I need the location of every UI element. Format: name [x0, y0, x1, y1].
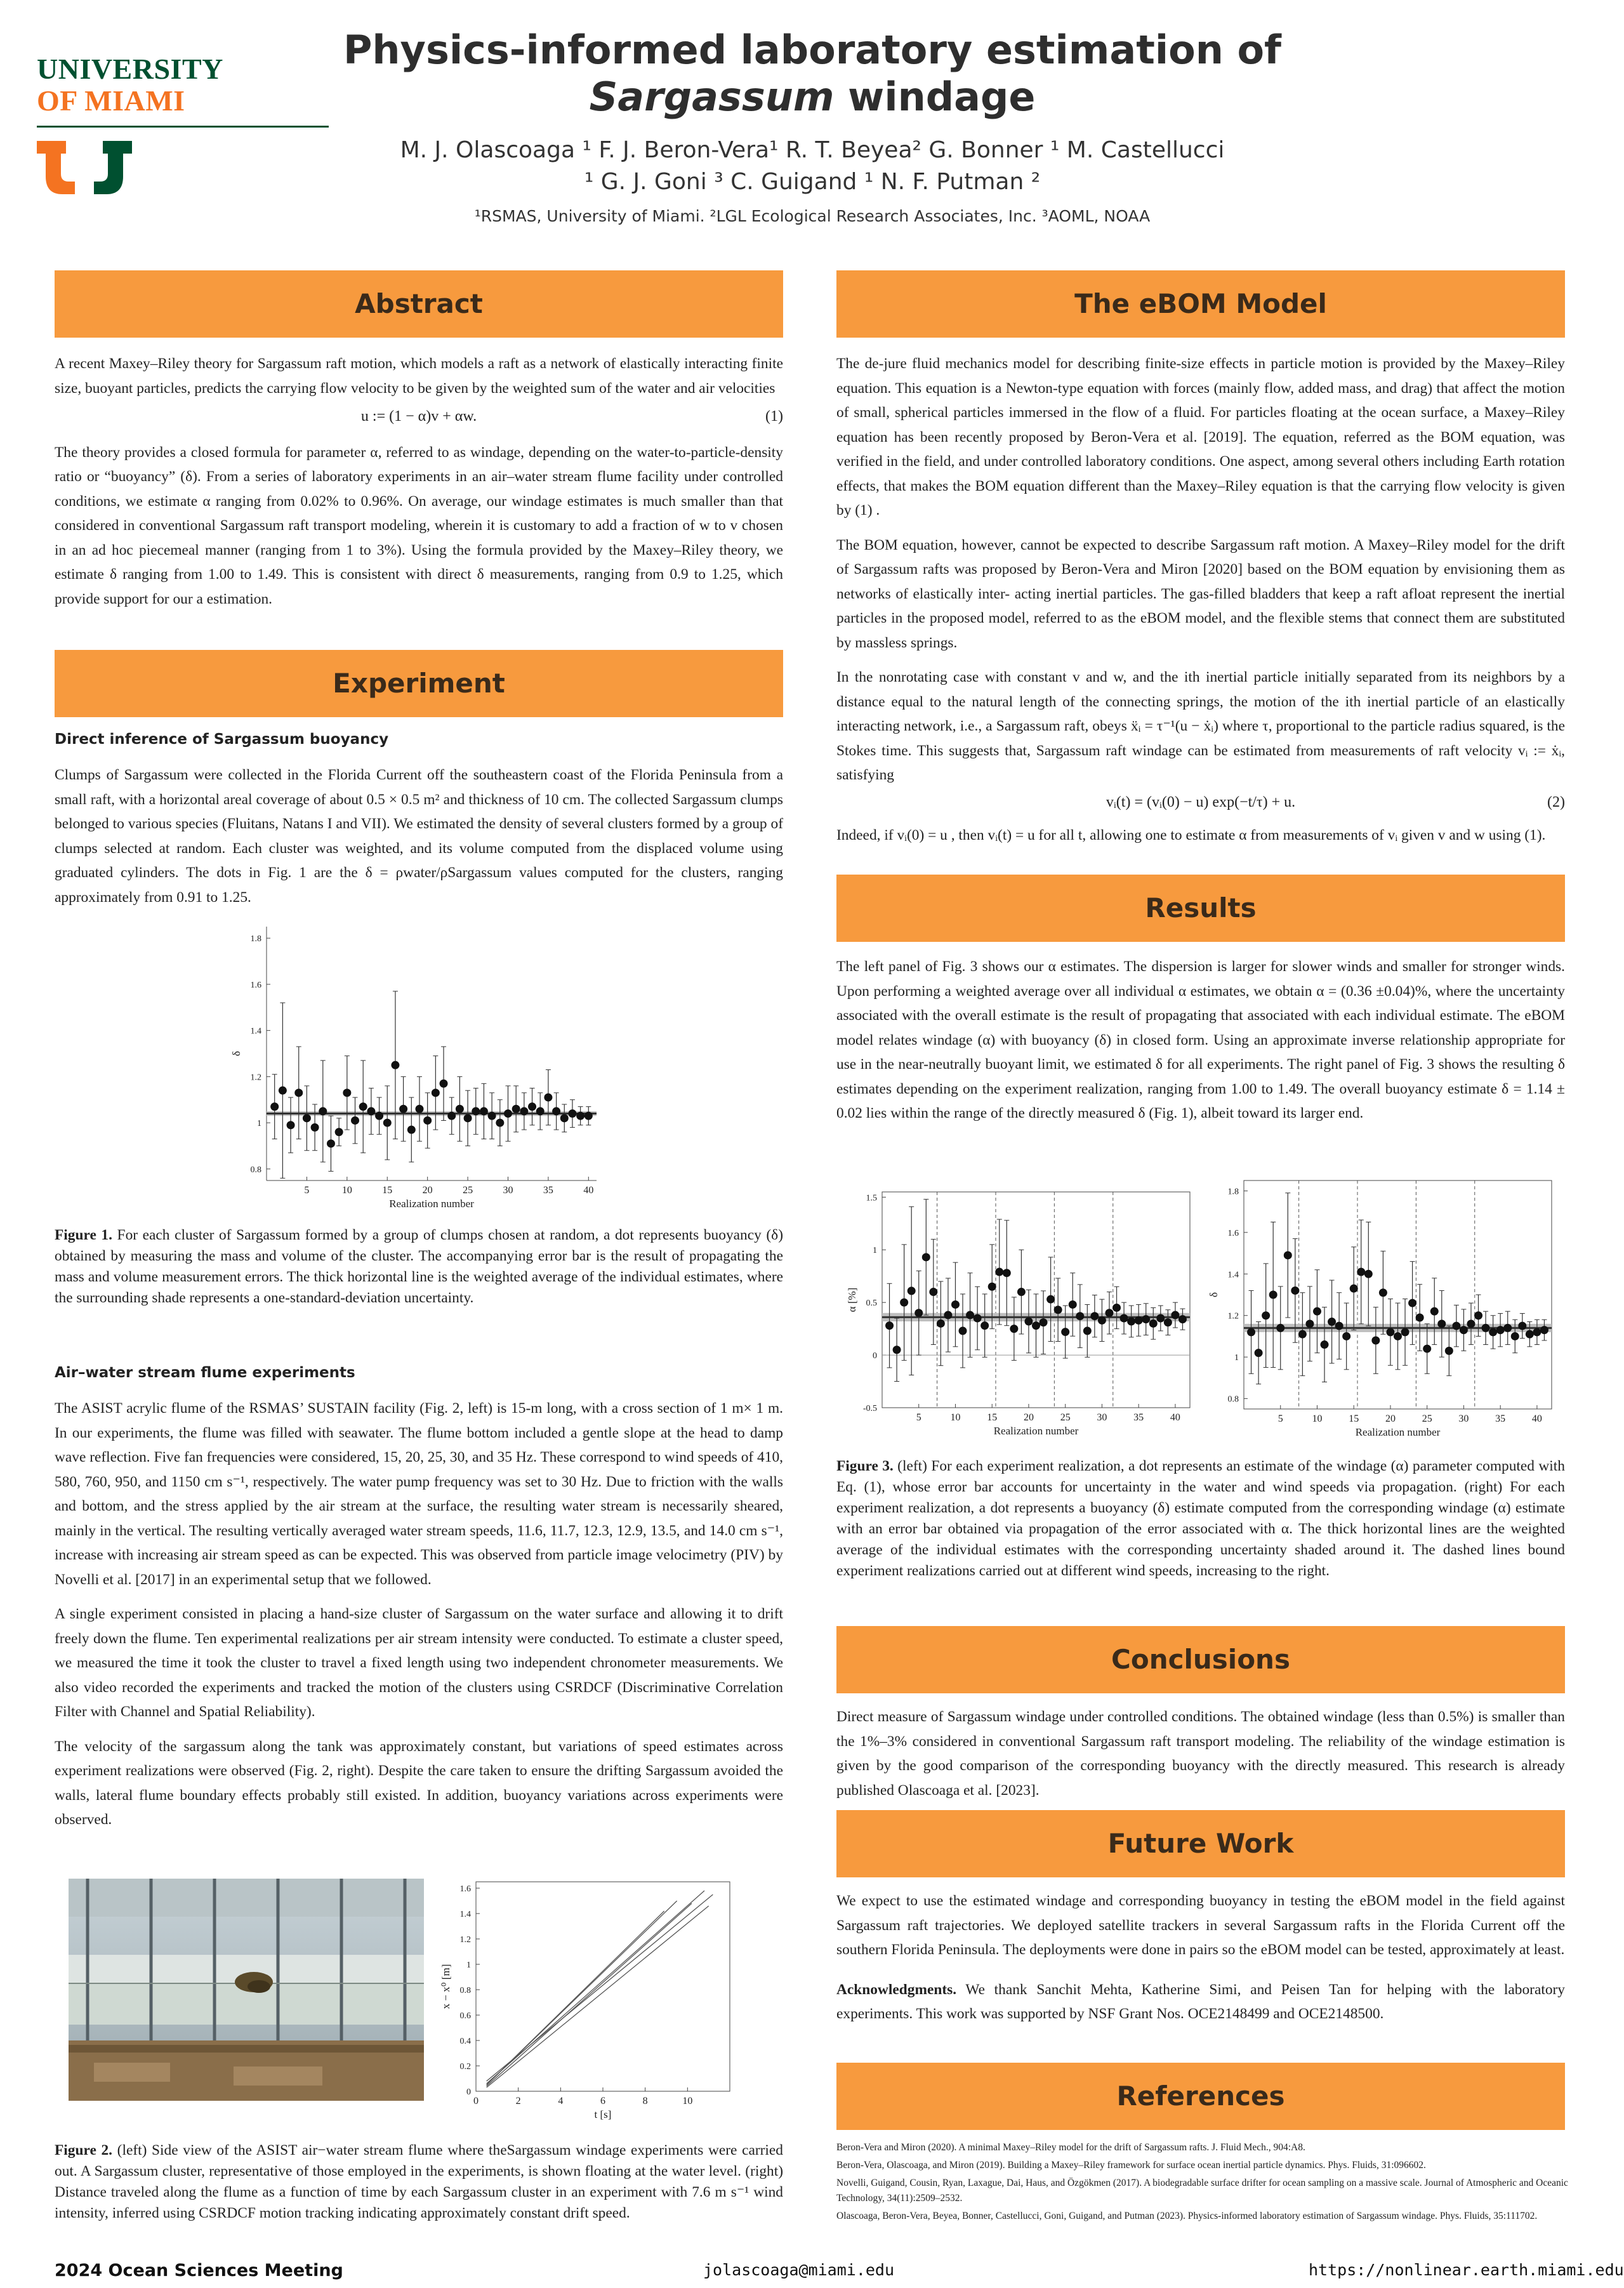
data-point — [1291, 1286, 1299, 1295]
data-point — [1017, 1288, 1026, 1296]
title-line2 — [330, 74, 1295, 121]
y-axis-label: x − x⁰ [m] — [440, 1964, 452, 2009]
x-tick-label: 20 — [422, 1185, 433, 1196]
data-point — [1076, 1312, 1084, 1320]
data-point — [496, 1119, 504, 1127]
section-future: Future Work — [836, 1810, 1565, 1877]
reference-item: Olascoaga, Beron-Vera, Beyea, Bonner, Castellucci, Goni, Guigand, and Putman (2023). Physics-informed laboratory estimation of Sargassum windage. Phys. Fluids, 35:111702. — [836, 2211, 1538, 2221]
equation-2-body: vᵢ(t) = (vᵢ(0) − u) exp(−t/τ) + u. — [1106, 793, 1296, 810]
data-point — [885, 1321, 894, 1330]
authors-line1: M. J. Olascoaga ¹ F. J. Beron-Vera¹ R. T. Beyea² G. Bonner ¹ M. Castellucci — [400, 137, 1225, 163]
data-point — [1120, 1314, 1128, 1323]
y-tick-label: 1.6 — [250, 980, 261, 990]
data-point — [279, 1087, 287, 1095]
equation-2 — [836, 790, 1565, 815]
data-point — [1452, 1322, 1460, 1330]
data-point — [908, 1286, 916, 1295]
footer-meeting: 2024 Ocean Sciences Meeting — [55, 2261, 343, 2280]
figure-3-text: (left) For each experiment realization, a dot represents an estimate of the windage (α) parameter computed with Eq. (1), whose error bar accounts for uncertainty in the water and wind speeds via propagation. (right) For each experiment realization, a dot represents a buoyancy (δ) estimate computed from the corresponding windage (α) estimate with an error bar obtained via propagation of the error associated with α. The thick horizontal lines are the weighted average of the individual estimates with the corresponding uncertainty shaded around it. The dashed lines bound experiment realizations carried out at different wind speeds, increasing to the right. — [836, 1458, 1565, 1579]
data-point — [287, 1121, 295, 1129]
data-point — [447, 1112, 456, 1120]
figure-1-text: For each cluster of Sargassum formed by a group of clumps chosen at random, a dot represents buoyancy (δ) obtained by measuring the mass and volume of the cluster. The accompanying error bar is the result of propagating the mass and volume measurement errors. The thick horizontal line is the weighted average of the individual estimates, where the surrounding shade represents a one-standard-deviation uncertainty. — [55, 1227, 783, 1306]
y-tick-label: 1 — [257, 1119, 261, 1129]
section-results: Results — [836, 875, 1565, 942]
data-point — [1379, 1288, 1387, 1297]
trajectory-line — [487, 1891, 704, 2084]
data-point — [1482, 1324, 1490, 1332]
ebom-p3: In the nonrotating case with constant v and w, and the ith inertial particle initially separated from its neighbors by a distance equal to the natural length of the connecting springs, the motion of the ith inertial particle of an elastically interacting network, i.e., a Sargassum raft, obeys ẍᵢ = τ⁻¹(u − ẋᵢ) where τ, proportional to the particle radius squared, is the Stokes time. This suggests that, Sargassum raft windage can be estimated from measurements of raft velocity vᵢ := ẋᵢ, satisfying — [836, 669, 1565, 783]
x-tick-label: 35 — [1133, 1412, 1144, 1423]
title-line1: Physics-informed laboratory estimation of — [343, 27, 1282, 73]
data-point — [1149, 1319, 1158, 1328]
y-tick-label: 1.4 — [250, 1026, 261, 1036]
data-point — [1164, 1318, 1172, 1326]
data-point — [1178, 1315, 1187, 1323]
ebom-p4: Indeed, if vᵢ(0) = u , then vᵢ(t) = u for all t, allowing one to estimate α from measurements of vᵢ given v and w using (1). — [836, 827, 1546, 843]
ebom-p1: The de-jure fluid mechanics model for describing finite-size effects in particle motion is provided by the Maxey–Riley equation. This equation is a Newton-type equation with forces (mainly flow, added mass, and drag) that affect the motion of small, spherical particles immersed in the flow of a fluid. For particles floating at the ocean surface, a Maxey–Riley equation has been recently proposed by Beron-Vera et al. [2019]. The equation, referred as the BOM equation, was verified in the field, and under controlled laboratory conditions. One aspect, among several others including Earth rotation effects, that makes the BOM equation different than the Maxey–Riley equation is that the carrying flow velocity is given by (1) . — [836, 355, 1565, 519]
data-point — [1423, 1345, 1431, 1353]
experiment-p2: The ASIST acrylic flume of the RSMAS’ SUSTAIN facility (Fig. 2, left) is 15-m long, with a cross section of 1 m× 1 m. In our experiments, the flume was filled with seawater. The flume bottom included a gentle slope at the head to damp wave reflection. Five fan frequencies were considered, 15, 20, 25, 30, and 35 Hz. These correspond to wind speeds of 410, 580, 760, 950, and 1150 cm s⁻¹, respectively. The water pump frequency was set to 30 Hz. Due to friction with the walls and bottom, and the stress applied by the air stream at the surface, the resulting water stream is necessarily sheared, mainly in the vertical. The resulting vertically averaged water stream speeds, 11.6, 11.7, 12.3, 12.9, 13.5, and 14.0 cm s⁻¹, increase with increasing air stream speed as can be expected. This was observed from particle image velocimetry (PIV) by Novelli et al. [2017] in an experimental setup that we followed. — [55, 1400, 783, 1588]
u-logo-icon — [37, 141, 132, 194]
y-tick-label: 1.2 — [459, 1935, 471, 1945]
figure-3-label: Figure 3. — [836, 1458, 894, 1474]
data-point — [303, 1114, 311, 1122]
experiment-body-2 — [55, 1396, 783, 1842]
y-tick-label: 1.2 — [1227, 1311, 1239, 1321]
y-tick-label: 0.4 — [459, 2037, 471, 2046]
data-point — [472, 1107, 480, 1115]
data-point — [900, 1299, 908, 1307]
data-point — [1386, 1328, 1394, 1336]
data-point — [1255, 1349, 1263, 1357]
data-point — [1511, 1332, 1519, 1340]
x-tick-label: 4 — [558, 2096, 564, 2106]
data-point — [375, 1112, 383, 1120]
data-point — [1284, 1251, 1292, 1259]
data-point — [951, 1300, 960, 1309]
logo-university: UNIVERSITY — [37, 53, 223, 85]
data-point — [520, 1107, 528, 1115]
y-tick-label: 1.4 — [459, 1910, 471, 1919]
x-tick-label: 10 — [682, 2096, 693, 2106]
data-point — [974, 1314, 982, 1323]
authors — [330, 135, 1295, 198]
data-point — [922, 1253, 930, 1261]
figure-2-right-chart — [440, 1875, 743, 2129]
data-point — [319, 1107, 327, 1115]
figure-3-right-chart — [1206, 1168, 1561, 1447]
data-point — [1474, 1311, 1482, 1319]
x-tick-label: 25 — [1060, 1412, 1071, 1423]
data-point — [959, 1326, 967, 1335]
abstract-body — [55, 352, 783, 621]
x-tick-label: 15 — [1349, 1413, 1359, 1424]
data-point — [536, 1107, 545, 1115]
data-point — [1526, 1330, 1534, 1339]
data-point — [995, 1268, 1003, 1276]
data-point — [1040, 1318, 1048, 1326]
data-point — [1430, 1307, 1439, 1316]
equation-1 — [55, 404, 783, 429]
trajectory-line — [487, 1903, 692, 2086]
authors-line2: ¹ G. J. Goni ³ C. Guigand ¹ N. F. Putman ² — [584, 169, 1041, 195]
data-point — [568, 1109, 576, 1118]
logo-of-miami: OF MIAMI — [37, 84, 185, 117]
data-point — [937, 1319, 945, 1328]
data-point — [893, 1346, 901, 1354]
acknowledgments — [836, 1978, 1565, 2027]
y-tick-label: 0.8 — [459, 1986, 471, 1995]
data-point — [407, 1126, 416, 1134]
figure-2-caption — [55, 2140, 783, 2224]
data-point — [1156, 1314, 1165, 1323]
data-point — [980, 1321, 989, 1330]
data-point — [311, 1123, 319, 1132]
footer-email[interactable]: jolascoaga@miami.edu — [703, 2261, 895, 2279]
data-point — [335, 1128, 343, 1136]
data-point — [1105, 1309, 1113, 1317]
data-point — [1416, 1314, 1424, 1322]
x-axis-label: t [s] — [594, 2108, 612, 2120]
conclusions-p1: Direct measure of Sargassum windage under controlled conditions. The obtained windage (less than 0.5%) is smaller than the 1%–3% considered in conventional Sargassum raft transport modeling. The reliability of the windage estimation is given by the good comparison of the corresponding buoyancy with the directly measured. This research is already published Olascoaga et al. [2023]. — [836, 1709, 1565, 1799]
data-point — [576, 1112, 584, 1120]
data-point — [929, 1288, 937, 1296]
data-point — [1371, 1337, 1380, 1345]
x-axis-label: Realization number — [1355, 1426, 1441, 1438]
data-point — [1489, 1328, 1497, 1336]
subhead-flume: Air–water stream flume experiments — [55, 1365, 355, 1381]
data-point — [1112, 1304, 1121, 1312]
data-point — [1276, 1324, 1284, 1332]
data-point — [1321, 1340, 1329, 1349]
data-point — [1032, 1321, 1040, 1330]
x-tick-label: 5 — [1277, 1413, 1283, 1424]
results-p1: The left panel of Fig. 3 shows our α estimates. The dispersion is larger for slower winds and smaller for stronger winds. Upon performing a weighted average over all individual α estimates, we obtain α = (0.36 ±0.04)%, where the uncertainty associated with the overall estimate is the result of propagating that associated with each individual estimate. The eBOM model relates windage (α) with buoyancy (δ) in closed form. Using an approximate inverse relationship appropriate for use in the near-neutrally buoyant limit, we estimated δ for all experiments. The right panel of Fig. 3 shows the resulting δ estimates depending on the experiment realization, ranging from 1.00 to 1.49. The overall buoyancy estimate δ = 1.14 ± 0.02 lies within the range of the directly measured δ (Fig. 1), albeit toward its larger end. — [836, 958, 1565, 1121]
trajectory-line — [487, 1895, 713, 2081]
data-point — [1313, 1307, 1321, 1316]
equation-1-number: (1) — [765, 408, 783, 425]
affiliations: ¹RSMAS, University of Miami. ²LGL Ecological Research Associates, Inc. ³AOML, NOAA — [474, 207, 1151, 225]
y-tick-label: 1 — [873, 1246, 877, 1256]
x-tick-label: 25 — [1422, 1413, 1432, 1424]
reference-item: Beron-Vera, Olascoaga, and Miron (2019). Building a Maxey–Riley framework for surface ocean inertial particle dynamics. Phys. Fluids, 31:096602. — [836, 2160, 1426, 2171]
data-point — [1437, 1319, 1446, 1328]
y-tick-label: -0.5 — [862, 1404, 877, 1413]
data-point — [1046, 1295, 1055, 1304]
data-point — [464, 1114, 472, 1122]
y-tick-label: 0.5 — [866, 1299, 877, 1309]
data-point — [1342, 1332, 1350, 1340]
x-tick-label: 30 — [1097, 1412, 1107, 1423]
data-point — [552, 1107, 560, 1115]
trajectory-line — [487, 1911, 664, 2085]
y-tick-label: 0.6 — [459, 2011, 471, 2021]
x-tick-label: 40 — [1170, 1412, 1180, 1423]
figure-1-caption — [55, 1225, 783, 1309]
x-tick-label: 5 — [916, 1412, 921, 1423]
data-point — [367, 1107, 375, 1115]
data-point — [1061, 1328, 1069, 1336]
data-point — [351, 1116, 359, 1125]
data-point — [1460, 1326, 1468, 1334]
x-tick-label: 10 — [1312, 1413, 1323, 1424]
reference-item: Beron-Vera and Miron (2020). A minimal Maxey–Riley model for the drift of Sargassum rafts. J. Fluid Mech., 904:A8. — [836, 2142, 1305, 2153]
x-tick-label: 10 — [341, 1185, 352, 1196]
section-references: References — [836, 2063, 1565, 2130]
title-italic: Sargassum — [589, 74, 835, 120]
data-point — [966, 1311, 974, 1319]
x-tick-label: 15 — [382, 1185, 393, 1196]
data-point — [1247, 1328, 1255, 1336]
figure-3-caption — [836, 1456, 1565, 1582]
data-point — [584, 1112, 593, 1120]
data-point — [504, 1109, 512, 1118]
abstract-p2: The theory provides a closed formula for parameter α, referred to as windage, depending on the water-to-particle-density ratio or “buoyancy” (δ). From a series of laboratory experiments in an air–water stream flume facility under controlled conditions, we estimate α ranging from 0.02% to 0.96%. On average, our windage estimates is much smaller than that considered in conventional Sargassum raft transport modeling, wherein it is customary to add a fraction of w to v chosen in an ad hoc piecemeal manner (ranging from 1 to 3%). Using the formula provided by the Maxey–Riley theory, we estimate δ ranging from 1.00 to 1.49. This is consistent with direct δ measurements, ranging from 0.9 to 1.25, which provide support for our a estimation. — [55, 444, 783, 607]
plot-frame — [1244, 1180, 1552, 1409]
data-point — [1171, 1311, 1179, 1319]
x-tick-label: 40 — [1531, 1413, 1542, 1424]
x-tick-label: 30 — [1458, 1413, 1469, 1424]
data-point — [343, 1088, 351, 1097]
x-tick-label: 35 — [1495, 1413, 1506, 1424]
experiment-p3: A single experiment consisted in placing a hand-size cluster of Sargassum on the water surface and allowing it to drift freely down the flume. Ten experimental realizations per air stream intensity were conducted. To estimate a cluster speed, we measured the time it took the cluster to travel a fixed length using two independent chronometer measurements. We also video recorded the experiments and tracked the motion of the clusters using CSRDCF (Discriminative Correlation Filter with Channel and Spatial Reliability). — [55, 1606, 783, 1720]
plot-frame — [476, 1882, 730, 2091]
reference-item: Novelli, Guigand, Cousin, Ryan, Laxague, Dai, Haus, and Özgökmen (2017). A biodegradable surface drifter for ocean sampling on a massive scale. Journal of Atmospheric and Oceanic Technology, 34(11):2509–2532. — [836, 2178, 1568, 2204]
y-tick-label: 1 — [1234, 1353, 1239, 1363]
data-point — [512, 1105, 520, 1113]
section-ebom: The eBOM Model — [836, 270, 1565, 338]
y-axis-label: δ — [230, 1050, 242, 1057]
ack-label: Acknowledgments. — [836, 1981, 957, 1998]
y-tick-label: 0.8 — [250, 1165, 261, 1175]
data-point — [1269, 1291, 1277, 1299]
x-tick-label: 2 — [515, 2096, 521, 2106]
data-point — [294, 1088, 303, 1097]
y-tick-label: 0.8 — [1227, 1394, 1239, 1405]
data-point — [399, 1105, 407, 1113]
y-tick-label: 1.6 — [459, 1884, 471, 1894]
ebom-p2: The BOM equation, however, cannot be expected to describe Sargassum raft motion. A Maxey–Riley model for the drift of Sargassum rafts was proposed by Beron-Vera and Miron [2020] based on the BOM equation by envisioning them as networks of elastically inter- acting inertial particles. The gas-filled bladders that keep a raft afloat represent the inertial particles in the proposed model, referred to as the eBOM model, and the flexible stems that connect them are substituted by massless springs. — [836, 536, 1565, 651]
data-point — [432, 1088, 440, 1097]
figure-1-label: Figure 1. — [55, 1227, 112, 1243]
subhead-buoyancy: Direct inference of Sargassum buoyancy — [55, 731, 389, 748]
data-point — [1408, 1299, 1416, 1307]
x-tick-label: 20 — [1385, 1413, 1396, 1424]
x-tick-label: 25 — [463, 1185, 473, 1196]
data-point — [560, 1114, 569, 1122]
data-point — [988, 1283, 996, 1291]
data-point — [1467, 1319, 1475, 1328]
data-point — [1298, 1330, 1307, 1339]
data-point — [1083, 1326, 1092, 1335]
y-tick-label: 0 — [466, 2087, 471, 2097]
section-conclusions: Conclusions — [836, 1626, 1565, 1693]
experiment-p4: The velocity of the sargassum along the tank was approximately constant, but variations of speed estimates across experiment realizations were observed (Fig. 2, right). Despite the care taken to ensure the drifting Sargassum avoided the walls, lateral flume boundary effects probably still existed. In addition, buoyancy variations across experiments were observed. — [55, 1738, 783, 1828]
y-tick-label: 1.8 — [250, 934, 261, 944]
data-point — [1127, 1318, 1135, 1326]
data-point — [1090, 1312, 1099, 1320]
data-point — [1540, 1326, 1548, 1334]
x-tick-label: 40 — [583, 1185, 594, 1196]
data-point — [1098, 1316, 1106, 1325]
data-point — [423, 1116, 432, 1125]
y-tick-label: 0 — [873, 1351, 877, 1361]
y-axis-label: δ — [1208, 1292, 1220, 1298]
data-point — [1024, 1318, 1033, 1326]
equation-2-number: (2) — [1547, 793, 1565, 810]
data-point — [456, 1105, 464, 1113]
y-tick-label: 1.8 — [1227, 1187, 1239, 1197]
data-point — [1503, 1324, 1512, 1332]
data-point — [480, 1107, 488, 1115]
data-point — [1364, 1270, 1373, 1278]
y-axis-label: α [%] — [846, 1287, 858, 1313]
title-rest: windage — [834, 74, 1036, 120]
section-abstract: Abstract — [55, 270, 783, 338]
y-tick-label: 1 — [466, 1961, 471, 1970]
trajectory-line — [487, 1906, 709, 2087]
data-point — [1135, 1316, 1143, 1325]
ebom-body — [836, 352, 1565, 858]
section-experiment: Experiment — [55, 650, 783, 717]
data-point — [1010, 1325, 1018, 1333]
data-point — [1350, 1285, 1358, 1293]
data-point — [1305, 1319, 1314, 1328]
data-point — [1394, 1332, 1402, 1340]
data-point — [415, 1105, 423, 1113]
x-axis-label: Realization number — [993, 1425, 1079, 1437]
figure-2-label: Figure 2. — [55, 2142, 113, 2159]
data-point — [944, 1311, 952, 1319]
data-point — [327, 1139, 335, 1147]
data-point — [1142, 1315, 1150, 1323]
experiment-p1: Clumps of Sargassum were collected in the Florida Current off the southeastern coast of the Florida Peninsula from a small raft, with a horizontal areal coverage of about 0.5 × 0.5 m² and thickness of 10 cm. The collected Sargassum clumps belonged to various species (Fluitans, Natans I and VII). We estimated the density of several clusters formed by a group of clumps selected at random. Each cluster was weighted, and its volume computed from the displaced volume using graduated cylinders. The dots in Fig. 1 are the δ = ρwater/ρSargassum values computed for the clusters, ranging approximately from 0.91 to 1.25. — [55, 767, 783, 906]
y-tick-label: 1.6 — [1227, 1228, 1239, 1238]
data-point — [383, 1119, 392, 1127]
x-axis-label: Realization number — [389, 1198, 474, 1210]
data-point — [1003, 1269, 1011, 1277]
references-list — [836, 2140, 1573, 2224]
x-tick-label: 15 — [987, 1412, 998, 1423]
data-point — [544, 1094, 552, 1102]
data-point — [1401, 1328, 1409, 1336]
data-point — [1262, 1311, 1270, 1319]
figure-1-chart — [228, 920, 609, 1219]
x-tick-label: 5 — [304, 1185, 310, 1196]
x-tick-label: 0 — [473, 2096, 479, 2106]
footer-url[interactable]: https://nonlinear.earth.miami.edu — [1309, 2261, 1624, 2279]
equation-1-body: u := (1 − α)v + αw. — [360, 408, 477, 425]
data-point — [1496, 1326, 1505, 1334]
data-point — [391, 1061, 399, 1069]
data-point — [1445, 1347, 1453, 1355]
x-tick-label: 35 — [543, 1185, 553, 1196]
future-p1: We expect to use the estimated windage and corresponding buoyancy in testing the eBOM model in the field against Sargassum raft trajectories. We deployed satellite trackers in several Sargassum rafts in the Florida Current off the southern Florida Peninsula. The deployments were done in pairs so the eBOM model can be tested, approximately at least. — [836, 1893, 1565, 1958]
figure-2-text: (left) Side view of the ASIST air−water stream flume where theSargassum windage experiments were carried out. A Sargassum cluster, representative of those employed in the experiments, is shown floating at the water level. (right) Distance traveled along the flume as a function of time by each Sargassum cluster in an experiment with 7.6 m s⁻¹ wind intensity, inferred using CSRDCF motion tracking indicating approximately constant drift speed. — [55, 2142, 783, 2221]
y-tick-label: 1.2 — [250, 1073, 261, 1083]
data-point — [359, 1102, 367, 1111]
data-point — [1335, 1322, 1343, 1330]
y-tick-label: 1.4 — [1227, 1270, 1239, 1280]
y-tick-label: 1.5 — [866, 1193, 877, 1203]
x-tick-label: 10 — [950, 1412, 961, 1423]
data-point — [1518, 1322, 1526, 1330]
data-point — [440, 1080, 448, 1088]
x-tick-label: 8 — [642, 2096, 648, 2106]
data-point — [1357, 1268, 1365, 1276]
x-tick-label: 20 — [1023, 1412, 1034, 1423]
data-point — [1069, 1300, 1077, 1309]
x-tick-label: 30 — [503, 1185, 513, 1196]
ack-text: We thank Sanchit Mehta, Katherine Simi, and Peisen Tan for helping with the laboratory experiments. This work was supported by NSF Grant Nos. OCE2148499 and OCE2148500. — [836, 1981, 1565, 2022]
data-point — [1054, 1306, 1062, 1314]
logo-rule — [37, 126, 329, 128]
y-tick-label: 0.2 — [459, 2062, 471, 2072]
figure-3-left-chart — [844, 1180, 1199, 1447]
data-point — [1533, 1328, 1541, 1336]
data-point — [270, 1102, 279, 1111]
data-point — [914, 1309, 923, 1317]
data-point — [528, 1102, 536, 1111]
x-tick-label: 6 — [600, 2096, 605, 2106]
data-point — [488, 1112, 496, 1120]
abstract-p1: A recent Maxey–Riley theory for Sargassum raft motion, which models a raft as a network of elastically interacting finite size, buoyant particles, predicts the carrying flow velocity to be given by the weighted sum of the water and air velocities — [55, 355, 783, 397]
poster-title — [330, 27, 1295, 121]
flume-photo — [69, 1879, 424, 2101]
future-body — [836, 1889, 1565, 2037]
data-point — [1328, 1318, 1336, 1326]
